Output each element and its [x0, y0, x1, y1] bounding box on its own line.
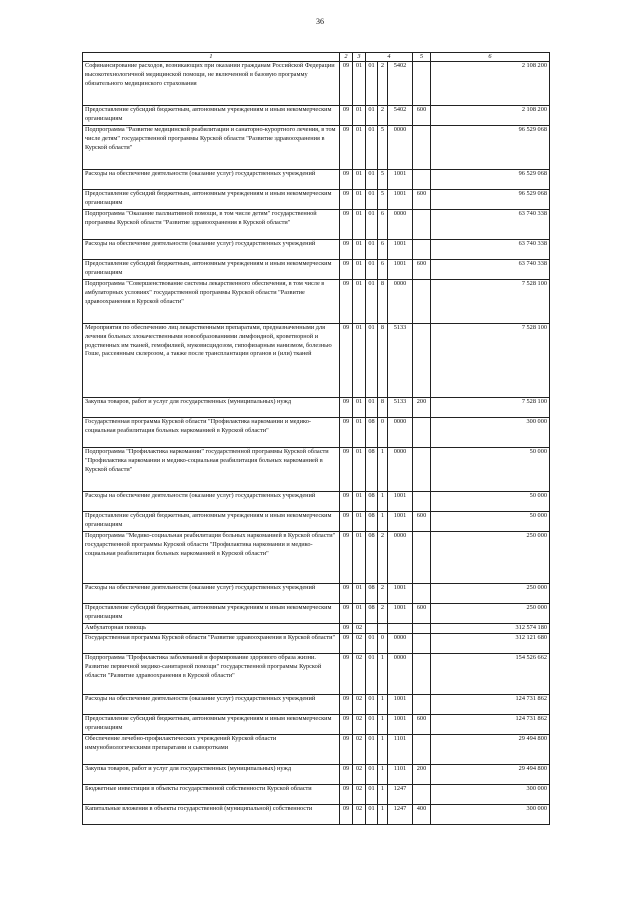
row-target-a: 01 [366, 260, 378, 280]
row-vr [413, 785, 431, 805]
row-name: Расходы на обеспечение деятельности (оказание услуг) государственных учреждений [83, 492, 340, 512]
row-amount: 124 731 862 [431, 715, 550, 735]
row-target-b: 2 [378, 584, 388, 604]
row-amount: 63 740 338 [431, 210, 550, 240]
row-name: Капитальные вложения в объекты государственной (муниципальной) собственности [83, 805, 340, 825]
row-name: Закупка товаров, работ и услуг для государственных (муниципальных) нужд [83, 765, 340, 785]
row-vr [413, 324, 431, 398]
row-target-b: 0 [378, 418, 388, 448]
row-target-a: 08 [366, 448, 378, 492]
row-name: Софинансирование расходов, возникающих при оказании гражданам Российской Федерации высокотехнологичной медицинской помощи, не включенной в базовую программу обязательного медицинского страхования [83, 62, 340, 106]
row-name: Расходы на обеспечение деятельности (оказание услуг) государственных учреждений [83, 170, 340, 190]
row-vr [413, 170, 431, 190]
row-rz: 09 [340, 634, 353, 654]
row-vr [413, 280, 431, 324]
row-target-b: 8 [378, 324, 388, 398]
row-name: Подпрограмма "Профилактика наркомании" государственной программы Курской области "Профилактика наркомании и медико-социальная реабилитация больных наркоманией в Курской области" [83, 448, 340, 492]
row-rz: 09 [340, 624, 353, 634]
row-rz: 09 [340, 735, 353, 765]
row-name: Государственная программа Курской области "Профилактика наркомании и медико-социальная реабилитация больных наркоманией в Курской области" [83, 418, 340, 448]
row-target-a: 01 [366, 240, 378, 260]
row-pr: 01 [353, 260, 366, 280]
row-pr: 01 [353, 492, 366, 512]
row-target-a: 01 [366, 785, 378, 805]
table-row [83, 715, 550, 735]
row-amount: 29 494 800 [431, 735, 550, 765]
table-row [83, 240, 550, 260]
row-target-a: 08 [366, 584, 378, 604]
row-amount: 7 528 100 [431, 324, 550, 398]
row-rz: 09 [340, 492, 353, 512]
row-name: Предоставление субсидий бюджетным, автономным учреждениям и иным некоммерческим организациям [83, 260, 340, 280]
row-pr: 01 [353, 190, 366, 210]
row-pr: 02 [353, 715, 366, 735]
row-target-c: 1101 [388, 735, 413, 765]
row-vr [413, 695, 431, 715]
row-vr: 600 [413, 512, 431, 532]
row-pr: 02 [353, 695, 366, 715]
row-target-b: 2 [378, 604, 388, 624]
row-target-b [378, 624, 388, 634]
row-name: Подпрограмма "Оказание паллиативной помощи, в том числе детям" государственной программы Курской области "Развитие здравоохранения в Курской области" [83, 210, 340, 240]
table-row [83, 260, 550, 280]
row-amount: 2 108 200 [431, 106, 550, 126]
row-name: Предоставление субсидий бюджетным, автономным учреждениям и иным некоммерческим организациям [83, 604, 340, 624]
row-target-c: 0000 [388, 210, 413, 240]
table-row [83, 398, 550, 418]
row-pr: 02 [353, 765, 366, 785]
header-amount: 6 [431, 53, 550, 62]
table-row [83, 695, 550, 715]
row-pr: 02 [353, 654, 366, 695]
table-row [83, 280, 550, 324]
row-vr: 600 [413, 190, 431, 210]
row-rz: 09 [340, 715, 353, 735]
row-amount: 96 529 068 [431, 190, 550, 210]
row-amount: 29 494 800 [431, 765, 550, 785]
row-rz: 09 [340, 190, 353, 210]
row-target-c: 1101 [388, 765, 413, 785]
row-rz: 09 [340, 106, 353, 126]
row-target-a: 01 [366, 765, 378, 785]
table-row [83, 532, 550, 584]
table-row [83, 634, 550, 654]
row-amount: 250 000 [431, 584, 550, 604]
row-name: Расходы на обеспечение деятельности (оказание услуг) государственных учреждений [83, 240, 340, 260]
header-rz: 2 [340, 53, 353, 62]
row-name: Предоставление субсидий бюджетным, автономным учреждениям и иным некоммерческим организациям [83, 715, 340, 735]
table-row [83, 126, 550, 170]
row-vr: 400 [413, 805, 431, 825]
row-rz: 09 [340, 695, 353, 715]
row-rz: 09 [340, 398, 353, 418]
row-rz: 09 [340, 240, 353, 260]
table-row [83, 324, 550, 398]
row-vr [413, 532, 431, 584]
row-vr [413, 634, 431, 654]
row-target-b: 0 [378, 634, 388, 654]
row-target-c: 0000 [388, 448, 413, 492]
row-rz: 09 [340, 418, 353, 448]
row-rz: 09 [340, 805, 353, 825]
row-target-a: 01 [366, 324, 378, 398]
header-pr: 3 [353, 53, 366, 62]
row-vr: 600 [413, 106, 431, 126]
row-vr: 600 [413, 260, 431, 280]
row-target-c: 0000 [388, 418, 413, 448]
row-target-a: 01 [366, 654, 378, 695]
row-target-c: 1001 [388, 584, 413, 604]
row-target-b: 1 [378, 765, 388, 785]
row-amount: 50 000 [431, 492, 550, 512]
row-name: Закупка товаров, работ и услуг для государственных (муниципальных) нужд [83, 398, 340, 418]
row-target-a: 01 [366, 634, 378, 654]
row-vr [413, 584, 431, 604]
row-target-a: 01 [366, 210, 378, 240]
row-target-a [366, 624, 378, 634]
row-target-b: 6 [378, 240, 388, 260]
row-amount: 300 000 [431, 785, 550, 805]
row-pr: 01 [353, 106, 366, 126]
row-vr: 600 [413, 715, 431, 735]
row-target-a: 01 [366, 805, 378, 825]
row-target-b: 1 [378, 492, 388, 512]
row-target-c: 0000 [388, 280, 413, 324]
row-vr: 200 [413, 398, 431, 418]
row-target-a: 08 [366, 492, 378, 512]
header-target-article: 4 [366, 53, 413, 62]
row-target-b: 8 [378, 280, 388, 324]
row-amount: 50 000 [431, 448, 550, 492]
row-target-c: 1001 [388, 170, 413, 190]
row-name: Обеспечение лечебно-профилактических учреждений Курской области иммунобиологическими препаратами и сыворотками [83, 735, 340, 765]
row-pr: 01 [353, 532, 366, 584]
row-target-b: 2 [378, 106, 388, 126]
row-target-a: 08 [366, 532, 378, 584]
row-target-c: 1001 [388, 695, 413, 715]
row-target-c: 5402 [388, 106, 413, 126]
row-target-b: 1 [378, 805, 388, 825]
row-vr [413, 126, 431, 170]
budget-table [82, 52, 550, 825]
table-row [83, 512, 550, 532]
row-name: Предоставление субсидий бюджетным, автономным учреждениям и иным некоммерческим организациям [83, 190, 340, 210]
page-number: 36 [316, 17, 324, 26]
row-rz: 09 [340, 604, 353, 624]
row-pr: 01 [353, 126, 366, 170]
row-target-c: 1247 [388, 805, 413, 825]
row-name: Предоставление субсидий бюджетным, автономным учреждениям и иным некоммерческим организациям [83, 512, 340, 532]
row-amount: 250 000 [431, 532, 550, 584]
row-rz: 09 [340, 280, 353, 324]
table-header-row [83, 53, 550, 62]
row-vr: 600 [413, 604, 431, 624]
row-rz: 09 [340, 448, 353, 492]
row-pr: 01 [353, 324, 366, 398]
row-pr: 01 [353, 418, 366, 448]
row-target-a: 08 [366, 512, 378, 532]
row-vr [413, 492, 431, 512]
row-target-b: 1 [378, 512, 388, 532]
row-vr [413, 210, 431, 240]
table-row [83, 785, 550, 805]
row-rz: 09 [340, 512, 353, 532]
row-vr [413, 418, 431, 448]
row-target-b: 5 [378, 126, 388, 170]
row-target-c: 1001 [388, 190, 413, 210]
row-target-a: 01 [366, 62, 378, 106]
row-rz: 09 [340, 170, 353, 190]
row-pr: 01 [353, 280, 366, 324]
header-vr: 5 [413, 53, 431, 62]
row-rz: 09 [340, 126, 353, 170]
row-vr [413, 240, 431, 260]
row-amount: 7 528 100 [431, 280, 550, 324]
row-target-b: 1 [378, 654, 388, 695]
row-target-c: 1001 [388, 512, 413, 532]
row-rz: 09 [340, 654, 353, 695]
row-rz: 09 [340, 210, 353, 240]
row-pr: 02 [353, 735, 366, 765]
row-target-c: 0000 [388, 126, 413, 170]
row-target-a: 01 [366, 170, 378, 190]
row-target-c: 0000 [388, 634, 413, 654]
row-target-b: 1 [378, 785, 388, 805]
row-vr [413, 735, 431, 765]
row-target-b: 1 [378, 448, 388, 492]
row-rz: 09 [340, 765, 353, 785]
row-target-a: 01 [366, 695, 378, 715]
row-target-b: 2 [378, 532, 388, 584]
row-vr [413, 654, 431, 695]
row-amount: 300 000 [431, 418, 550, 448]
row-pr: 01 [353, 448, 366, 492]
row-target-b: 1 [378, 735, 388, 765]
row-target-a: 01 [366, 715, 378, 735]
row-amount: 63 740 338 [431, 240, 550, 260]
row-rz: 09 [340, 785, 353, 805]
row-target-a: 01 [366, 126, 378, 170]
row-pr: 01 [353, 398, 366, 418]
row-target-c: 5133 [388, 324, 413, 398]
row-target-a: 01 [366, 398, 378, 418]
row-amount: 300 000 [431, 805, 550, 825]
row-rz: 09 [340, 324, 353, 398]
row-vr: 200 [413, 765, 431, 785]
row-target-b: 1 [378, 695, 388, 715]
row-target-c: 1001 [388, 604, 413, 624]
row-target-c: 0000 [388, 654, 413, 695]
row-name: Подпрограмма "Совершенствование системы лекарственного обеспечения, в том числе в амбулаторных условиях" государственной программы Курской области "Развитие здравоохранения в Курской области" [83, 280, 340, 324]
table-row [83, 654, 550, 695]
row-name: Мероприятия по обеспечению лиц лекарственными препаратами, предназначенными для лечения больных злокачественными новообразованиями лимфоидной, кроветворной и родственных им тканей, гемофилией, муковисцидозом, гипофизарным нанизмом, болезнью Гоше, рассеянным склерозом, а также после трансплантации органов и (или) тканей [83, 324, 340, 398]
row-amount: 63 740 338 [431, 260, 550, 280]
row-pr: 01 [353, 240, 366, 260]
row-target-a: 01 [366, 190, 378, 210]
table-row [83, 735, 550, 765]
row-target-c [388, 624, 413, 634]
row-amount: 50 000 [431, 512, 550, 532]
table-row [83, 62, 550, 106]
row-target-b: 1 [378, 715, 388, 735]
row-amount: 312 121 680 [431, 634, 550, 654]
row-name: Амбулаторная помощь [83, 624, 340, 634]
table-row [83, 448, 550, 492]
row-name: Предоставление субсидий бюджетным, автономным учреждениям и иным некоммерческим организациям [83, 106, 340, 126]
table-body [83, 62, 550, 825]
row-target-c: 1001 [388, 260, 413, 280]
row-pr: 02 [353, 805, 366, 825]
row-target-b: 8 [378, 398, 388, 418]
row-rz: 09 [340, 584, 353, 604]
table-row [83, 805, 550, 825]
row-name: Подпрограмма "Развитие медицинской реабилитации и санаторно-курортного лечения, в том числе детям" государственной программы Курской области "Развитие здравоохранения в Курской области" [83, 126, 340, 170]
row-amount: 96 529 068 [431, 170, 550, 190]
row-amount: 2 108 200 [431, 62, 550, 106]
row-target-b: 6 [378, 260, 388, 280]
row-pr: 01 [353, 584, 366, 604]
row-amount: 124 731 862 [431, 695, 550, 715]
row-pr: 01 [353, 170, 366, 190]
row-pr: 01 [353, 512, 366, 532]
row-name: Подпрограмма "Медико-социальная реабилитация больных наркоманией в Курской области" государственной программы Курской области "Профилактика наркомании и медико-социальная реабилитация больных наркоманией в Курской области" [83, 532, 340, 584]
row-target-c: 5402 [388, 62, 413, 106]
row-target-b: 5 [378, 170, 388, 190]
header-name: 1 [83, 53, 340, 62]
row-target-a: 01 [366, 106, 378, 126]
row-target-c: 1001 [388, 492, 413, 512]
row-pr: 02 [353, 634, 366, 654]
row-amount: 312 574 180 [431, 624, 550, 634]
row-pr: 01 [353, 604, 366, 624]
row-amount: 250 000 [431, 604, 550, 624]
row-target-a: 01 [366, 280, 378, 324]
row-target-a: 01 [366, 735, 378, 765]
table-row [83, 190, 550, 210]
row-target-c: 0000 [388, 532, 413, 584]
row-target-a: 08 [366, 604, 378, 624]
row-vr [413, 62, 431, 106]
row-name: Подпрограмма "Профилактика заболеваний и формирование здорового образа жизни. Развитие первичной медико-санитарной помощи" государственной программы Курской области "Развитие здравоохранения в Курской области" [83, 654, 340, 695]
table-row [83, 210, 550, 240]
row-name: Расходы на обеспечение деятельности (оказание услуг) государственных учреждений [83, 695, 340, 715]
row-pr: 01 [353, 210, 366, 240]
row-rz: 09 [340, 62, 353, 106]
table-row [83, 418, 550, 448]
table-row [83, 604, 550, 624]
row-target-a: 08 [366, 418, 378, 448]
table-row [83, 765, 550, 785]
row-target-c: 1001 [388, 715, 413, 735]
row-target-c: 1001 [388, 240, 413, 260]
table-row [83, 170, 550, 190]
row-vr [413, 448, 431, 492]
table-row [83, 584, 550, 604]
row-name: Государственная программа Курской области "Развитие здравоохранения в Курской области" [83, 634, 340, 654]
row-vr [413, 624, 431, 634]
row-rz: 09 [340, 260, 353, 280]
row-rz: 09 [340, 532, 353, 584]
row-name: Расходы на обеспечение деятельности (оказание услуг) государственных учреждений [83, 584, 340, 604]
table-row [83, 624, 550, 634]
row-target-c: 1247 [388, 785, 413, 805]
row-amount: 154 526 662 [431, 654, 550, 695]
row-name: Бюджетные инвестиции в объекты государственной собственности Курской области [83, 785, 340, 805]
row-target-b: 5 [378, 190, 388, 210]
row-target-c: 5133 [388, 398, 413, 418]
row-pr: 02 [353, 785, 366, 805]
row-pr: 02 [353, 624, 366, 634]
row-amount: 96 529 068 [431, 126, 550, 170]
row-pr: 01 [353, 62, 366, 106]
table-row [83, 492, 550, 512]
table-row [83, 106, 550, 126]
row-amount: 7 528 100 [431, 398, 550, 418]
row-target-b: 6 [378, 210, 388, 240]
row-target-b: 2 [378, 62, 388, 106]
